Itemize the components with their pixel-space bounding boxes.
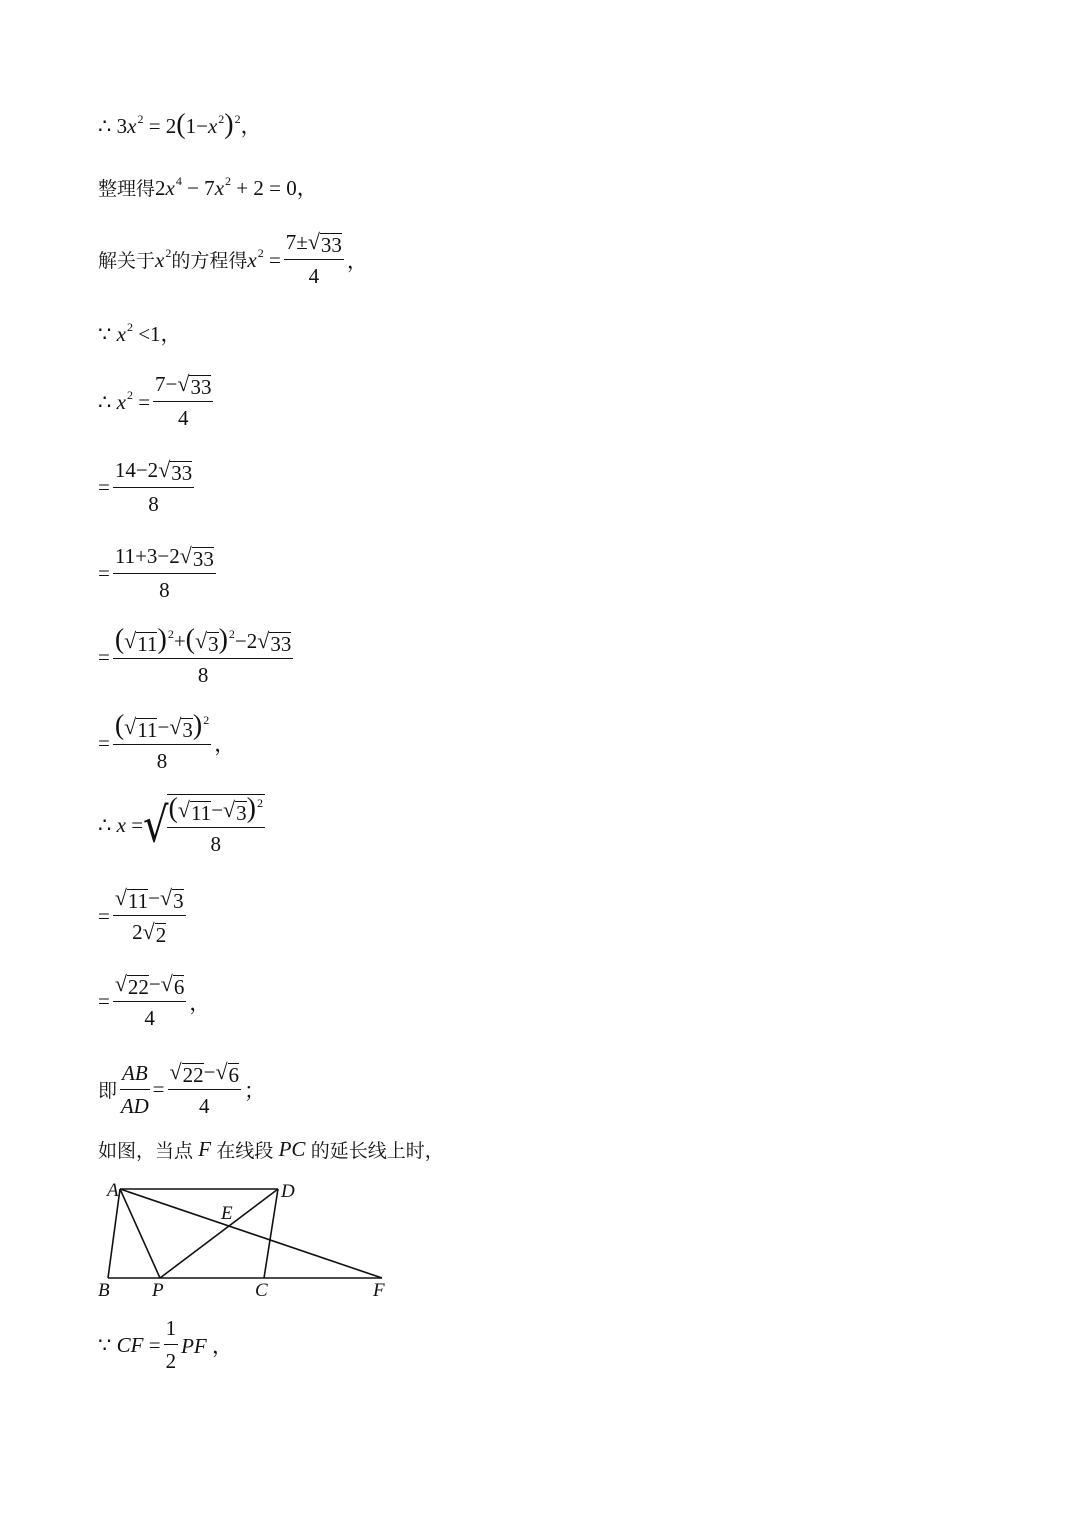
label-E: E	[221, 1203, 233, 1224]
geometry-figure	[90, 1172, 410, 1307]
equation-line-12: = √ 22 − √ 6 4 ，	[98, 971, 211, 1031]
segment-AB	[108, 1189, 120, 1278]
text-jieguanyu: 解关于	[98, 250, 156, 273]
label-A: A	[107, 1180, 119, 1201]
equation-line-2: 整理得 $2x^4 - 7x^2 + 2 = 0$，	[98, 174, 318, 200]
equation-line-6: = 14−2 √ 33 8	[98, 457, 193, 517]
equation-line-1: ∴ $3x^2 = 2(1-x^2)^2$，	[98, 109, 262, 140]
label-D: D	[281, 1181, 295, 1202]
text-yanchangxian: 的延长线上时，	[310, 1140, 444, 1162]
equation-line-5: ∴ $x^2$ = 7− √ 33 4	[98, 371, 212, 431]
segment-DC	[264, 1189, 278, 1278]
segment-PD	[160, 1189, 278, 1278]
segment-AF	[120, 1189, 382, 1278]
text-line-figure-intro: 如图，当点 F 在线段 PC 的延长线上时，	[98, 1137, 444, 1162]
fraction: 7± √ 33 4	[285, 229, 342, 289]
equation-line-last: ∵ CF = $\frac{1}{2}$ PF ，	[98, 1316, 233, 1373]
text-zaixianduan: 在线段	[216, 1140, 274, 1162]
equation-line-3: 解关于 $x^2$ 的方程得 $x^2$ = 7± √ 33 4 ，	[98, 229, 368, 289]
text-rutu: 如图，当点	[98, 1140, 194, 1162]
text-fangchengde: 的方程得	[171, 250, 248, 273]
segment-AP	[120, 1189, 160, 1278]
text-ji: 即	[98, 1080, 118, 1103]
text-zhengli: 整理得	[98, 177, 156, 200]
equation-line-13: 即 $\frac{AB}{AD}$ = √ 22 − √ 6 4 ；	[98, 1059, 266, 1119]
equation-line-11: = √ 11 − √ 3 2 √ 2	[98, 885, 184, 948]
equation-line-10: ∴ x = √ ( √ 11 − √ 3 )$^2$ 8	[98, 793, 263, 857]
label-P: P	[152, 1280, 164, 1301]
label-B: B	[98, 1280, 110, 1301]
equation-line-8: = ( √ 11 )$^2$+( √ 3 )$^2$−2 √ 33 8	[98, 624, 292, 688]
equation-line-7: = 11+3−2 √ 33 8	[98, 543, 214, 603]
equation-line-4: ∵ $x^2 <1$，	[98, 320, 182, 346]
equation-line-9: = ( √ 11 − √ 3 )$^2$ 8 ，	[98, 710, 236, 774]
label-F: F	[373, 1280, 385, 1301]
label-C: C	[255, 1280, 268, 1301]
